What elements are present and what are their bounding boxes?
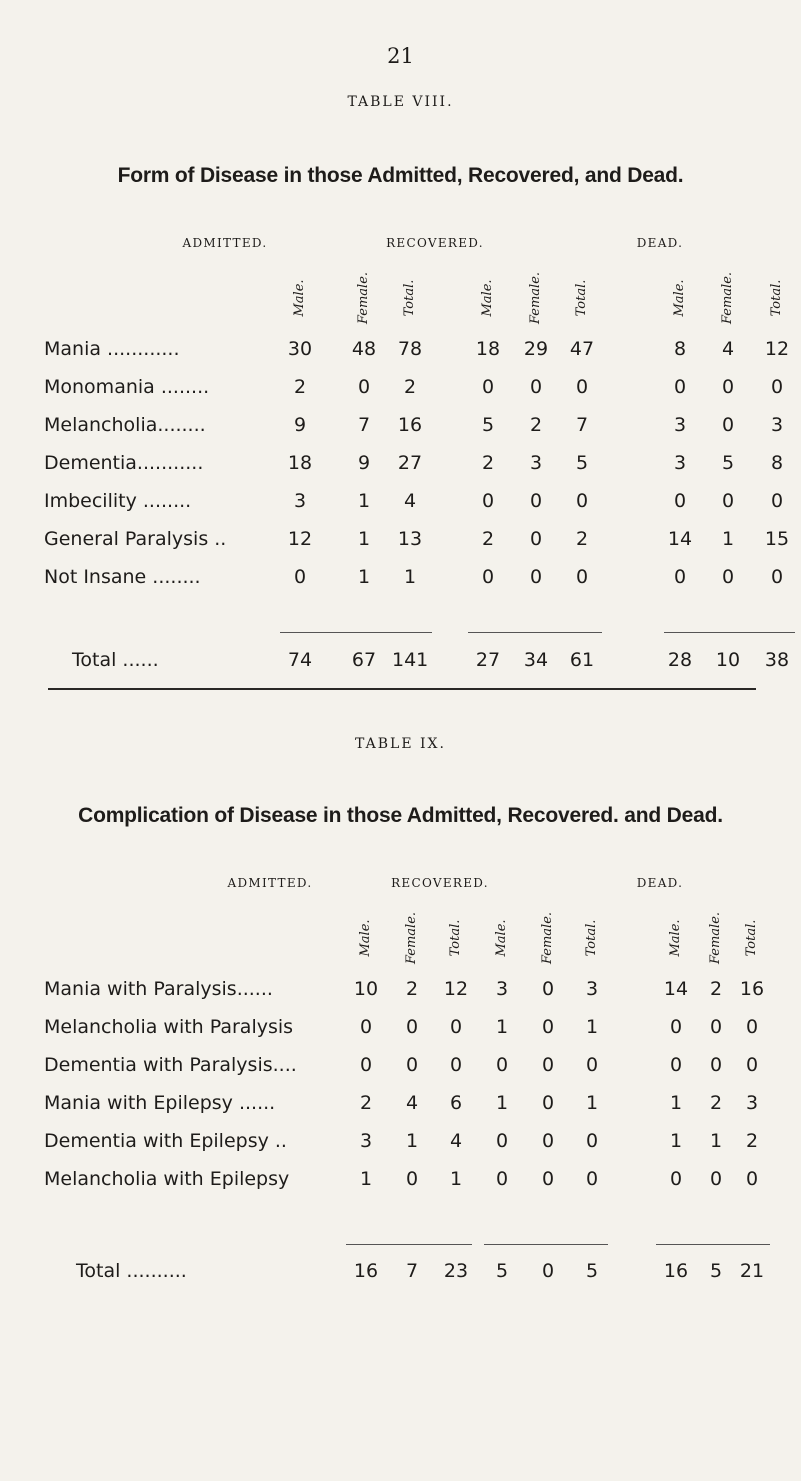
row-label: General Paralysis ..: [44, 528, 227, 550]
cell-value: 2: [481, 452, 495, 474]
total-value: 16: [353, 1260, 379, 1282]
cell-value: 3: [293, 490, 307, 512]
total-label: Total ..........: [76, 1260, 187, 1282]
cell-value: 0: [541, 1168, 555, 1190]
cell-value: 0: [405, 1054, 419, 1076]
subheader-dead-male: Male.: [668, 919, 683, 957]
cell-value: 48: [351, 338, 377, 360]
total-value: 7: [405, 1260, 419, 1282]
cell-value: 0: [481, 376, 495, 398]
cell-value: 4: [721, 338, 735, 360]
cell-value: 27: [397, 452, 423, 474]
column-rule: [484, 1244, 608, 1245]
cell-value: 0: [745, 1168, 759, 1190]
cell-value: 18: [287, 452, 313, 474]
total-value: 5: [495, 1260, 509, 1282]
cell-value: 12: [287, 528, 313, 550]
cell-value: 1: [669, 1092, 683, 1114]
cell-value: 0: [585, 1054, 599, 1076]
cell-value: 8: [770, 452, 784, 474]
subheader-admitted-female: Female.: [356, 271, 371, 325]
cell-value: 5: [575, 452, 589, 474]
cell-value: 1: [359, 1168, 373, 1190]
page-number: 21: [387, 44, 414, 68]
cell-value: 0: [709, 1168, 723, 1190]
column-rule: [468, 632, 602, 633]
total-label: Total ......: [72, 649, 159, 671]
subheader-recovered-male: Male.: [480, 279, 495, 317]
cell-value: 0: [721, 376, 735, 398]
total-value: 38: [764, 649, 790, 671]
column-rule: [664, 632, 795, 633]
cell-value: 2: [709, 978, 723, 1000]
total-value: 61: [569, 649, 595, 671]
cell-value: 3: [745, 1092, 759, 1114]
cell-value: 0: [575, 376, 589, 398]
group-header-dead: DEAD.: [636, 876, 684, 890]
cell-value: 3: [770, 414, 784, 436]
total-value: 10: [715, 649, 741, 671]
cell-value: 1: [721, 528, 735, 550]
cell-value: 6: [449, 1092, 463, 1114]
cell-value: 0: [669, 1016, 683, 1038]
column-rule: [280, 632, 432, 633]
cell-value: 0: [770, 490, 784, 512]
table-title: Form of Disease in those Admitted, Recovered, and Dead.: [117, 164, 684, 187]
cell-value: 0: [770, 566, 784, 588]
total-value: 5: [709, 1260, 723, 1282]
cell-value: 15: [764, 528, 790, 550]
total-value: 0: [541, 1260, 555, 1282]
row-label: Dementia with Paralysis....: [44, 1054, 297, 1076]
cell-value: 29: [523, 338, 549, 360]
cell-value: 0: [745, 1016, 759, 1038]
cell-value: 0: [495, 1168, 509, 1190]
cell-value: 2: [405, 978, 419, 1000]
cell-value: 0: [405, 1168, 419, 1190]
cell-value: 7: [575, 414, 589, 436]
cell-value: 14: [663, 978, 689, 1000]
subheader-dead-female: Female.: [720, 271, 735, 325]
cell-value: 0: [293, 566, 307, 588]
cell-value: 0: [495, 1130, 509, 1152]
cell-value: 1: [585, 1092, 599, 1114]
cell-value: 1: [357, 528, 371, 550]
cell-value: 5: [721, 452, 735, 474]
row-label: Imbecility ........: [44, 490, 192, 512]
total-value: 5: [585, 1260, 599, 1282]
cell-value: 0: [495, 1054, 509, 1076]
cell-value: 0: [721, 490, 735, 512]
cell-value: 0: [541, 1130, 555, 1152]
cell-value: 0: [541, 1016, 555, 1038]
cell-value: 0: [575, 490, 589, 512]
cell-value: 2: [481, 528, 495, 550]
cell-value: 16: [397, 414, 423, 436]
cell-value: 3: [673, 414, 687, 436]
subheader-dead-total: Total.: [769, 279, 784, 317]
cell-value: 0: [529, 528, 543, 550]
total-value: 141: [392, 649, 429, 671]
cell-value: 1: [405, 1130, 419, 1152]
column-rule: [346, 1244, 472, 1245]
cell-value: 3: [585, 978, 599, 1000]
subheader-admitted-total: Total.: [448, 919, 463, 957]
group-header-admitted: ADMITTED.: [182, 236, 268, 250]
cell-value: 0: [673, 566, 687, 588]
cell-value: 4: [449, 1130, 463, 1152]
cell-value: 9: [357, 452, 371, 474]
cell-value: 7: [357, 414, 371, 436]
cell-value: 1: [495, 1016, 509, 1038]
row-label: Not Insane ........: [44, 566, 201, 588]
cell-value: 47: [569, 338, 595, 360]
cell-value: 0: [541, 978, 555, 1000]
cell-value: 0: [541, 1092, 555, 1114]
subheader-recovered-female: Female.: [540, 911, 555, 965]
cell-value: 2: [745, 1130, 759, 1152]
cell-value: 10: [353, 978, 379, 1000]
total-value: 67: [351, 649, 377, 671]
cell-value: 12: [764, 338, 790, 360]
cell-value: 0: [673, 376, 687, 398]
cell-value: 4: [403, 490, 417, 512]
total-value: 34: [523, 649, 549, 671]
cell-value: 0: [673, 490, 687, 512]
cell-value: 1: [357, 566, 371, 588]
row-label: Monomania ........: [44, 376, 210, 398]
subheader-recovered-male: Male.: [494, 919, 509, 957]
table-caption: TABLE IX.: [355, 736, 446, 752]
subheader-dead-total: Total.: [744, 919, 759, 957]
group-header-dead: DEAD.: [636, 236, 684, 250]
cell-value: 2: [403, 376, 417, 398]
cell-value: 14: [667, 528, 693, 550]
cell-value: 0: [585, 1168, 599, 1190]
cell-value: 9: [293, 414, 307, 436]
cell-value: 0: [709, 1016, 723, 1038]
column-rule: [656, 1244, 770, 1245]
cell-value: 12: [443, 978, 469, 1000]
cell-value: 0: [405, 1016, 419, 1038]
cell-value: 30: [287, 338, 313, 360]
cell-value: 0: [709, 1054, 723, 1076]
cell-value: 1: [449, 1168, 463, 1190]
cell-value: 1: [669, 1130, 683, 1152]
cell-value: 16: [739, 978, 765, 1000]
cell-value: 5: [481, 414, 495, 436]
cell-value: 0: [669, 1168, 683, 1190]
group-header-recovered: RECOVERED.: [386, 236, 484, 250]
cell-value: 13: [397, 528, 423, 550]
cell-value: 1: [357, 490, 371, 512]
cell-value: 0: [449, 1016, 463, 1038]
cell-value: 1: [495, 1092, 509, 1114]
cell-value: 8: [673, 338, 687, 360]
total-value: 27: [475, 649, 501, 671]
cell-value: 0: [770, 376, 784, 398]
cell-value: 0: [541, 1054, 555, 1076]
subheader-admitted-total: Total.: [402, 279, 417, 317]
cell-value: 3: [359, 1130, 373, 1152]
cell-value: 1: [403, 566, 417, 588]
cell-value: 78: [397, 338, 423, 360]
row-label: Melancholia with Paralysis: [44, 1016, 294, 1038]
cell-value: 0: [357, 376, 371, 398]
row-label: Mania with Epilepsy ......: [44, 1092, 276, 1114]
cell-value: 2: [293, 376, 307, 398]
cell-value: 2: [709, 1092, 723, 1114]
row-label: Dementia...........: [44, 452, 204, 474]
subheader-recovered-female: Female.: [528, 271, 543, 325]
subheader-admitted-female: Female.: [404, 911, 419, 965]
cell-value: 2: [359, 1092, 373, 1114]
cell-value: 0: [529, 376, 543, 398]
cell-value: 2: [529, 414, 543, 436]
row-label: Mania ............: [44, 338, 180, 360]
cell-value: 3: [673, 452, 687, 474]
total-value: 23: [443, 1260, 469, 1282]
cell-value: 0: [669, 1054, 683, 1076]
cell-value: 0: [575, 566, 589, 588]
table-caption: TABLE VIII.: [347, 94, 454, 110]
cell-value: 0: [449, 1054, 463, 1076]
total-value: 28: [667, 649, 693, 671]
total-value: 21: [739, 1260, 765, 1282]
row-label: Melancholia with Epilepsy: [44, 1168, 290, 1190]
total-value: 16: [663, 1260, 689, 1282]
cell-value: 0: [481, 490, 495, 512]
subheader-recovered-total: Total.: [574, 279, 589, 317]
group-header-recovered: RECOVERED.: [391, 876, 489, 890]
cell-value: 3: [529, 452, 543, 474]
row-label: Melancholia........: [44, 414, 206, 436]
cell-value: 18: [475, 338, 501, 360]
cell-value: 1: [585, 1016, 599, 1038]
cell-value: 0: [529, 490, 543, 512]
cell-value: 2: [575, 528, 589, 550]
cell-value: 0: [721, 414, 735, 436]
cell-value: 0: [745, 1054, 759, 1076]
section-divider: [48, 688, 756, 690]
total-value: 74: [287, 649, 313, 671]
cell-value: 0: [585, 1130, 599, 1152]
cell-value: 0: [481, 566, 495, 588]
subheader-admitted-male: Male.: [358, 919, 373, 957]
cell-value: 3: [495, 978, 509, 1000]
row-label: Mania with Paralysis......: [44, 978, 273, 1000]
subheader-dead-male: Male.: [672, 279, 687, 317]
subheader-recovered-total: Total.: [584, 919, 599, 957]
cell-value: 4: [405, 1092, 419, 1114]
subheader-admitted-male: Male.: [292, 279, 307, 317]
cell-value: 1: [709, 1130, 723, 1152]
cell-value: 0: [721, 566, 735, 588]
cell-value: 0: [529, 566, 543, 588]
cell-value: 0: [359, 1054, 373, 1076]
subheader-dead-female: Female.: [708, 911, 723, 965]
table-title: Complication of Disease in those Admitted, Recovered. and Dead.: [78, 804, 723, 827]
group-header-admitted: ADMITTED.: [227, 876, 313, 890]
cell-value: 0: [359, 1016, 373, 1038]
row-label: Dementia with Epilepsy ..: [44, 1130, 287, 1152]
